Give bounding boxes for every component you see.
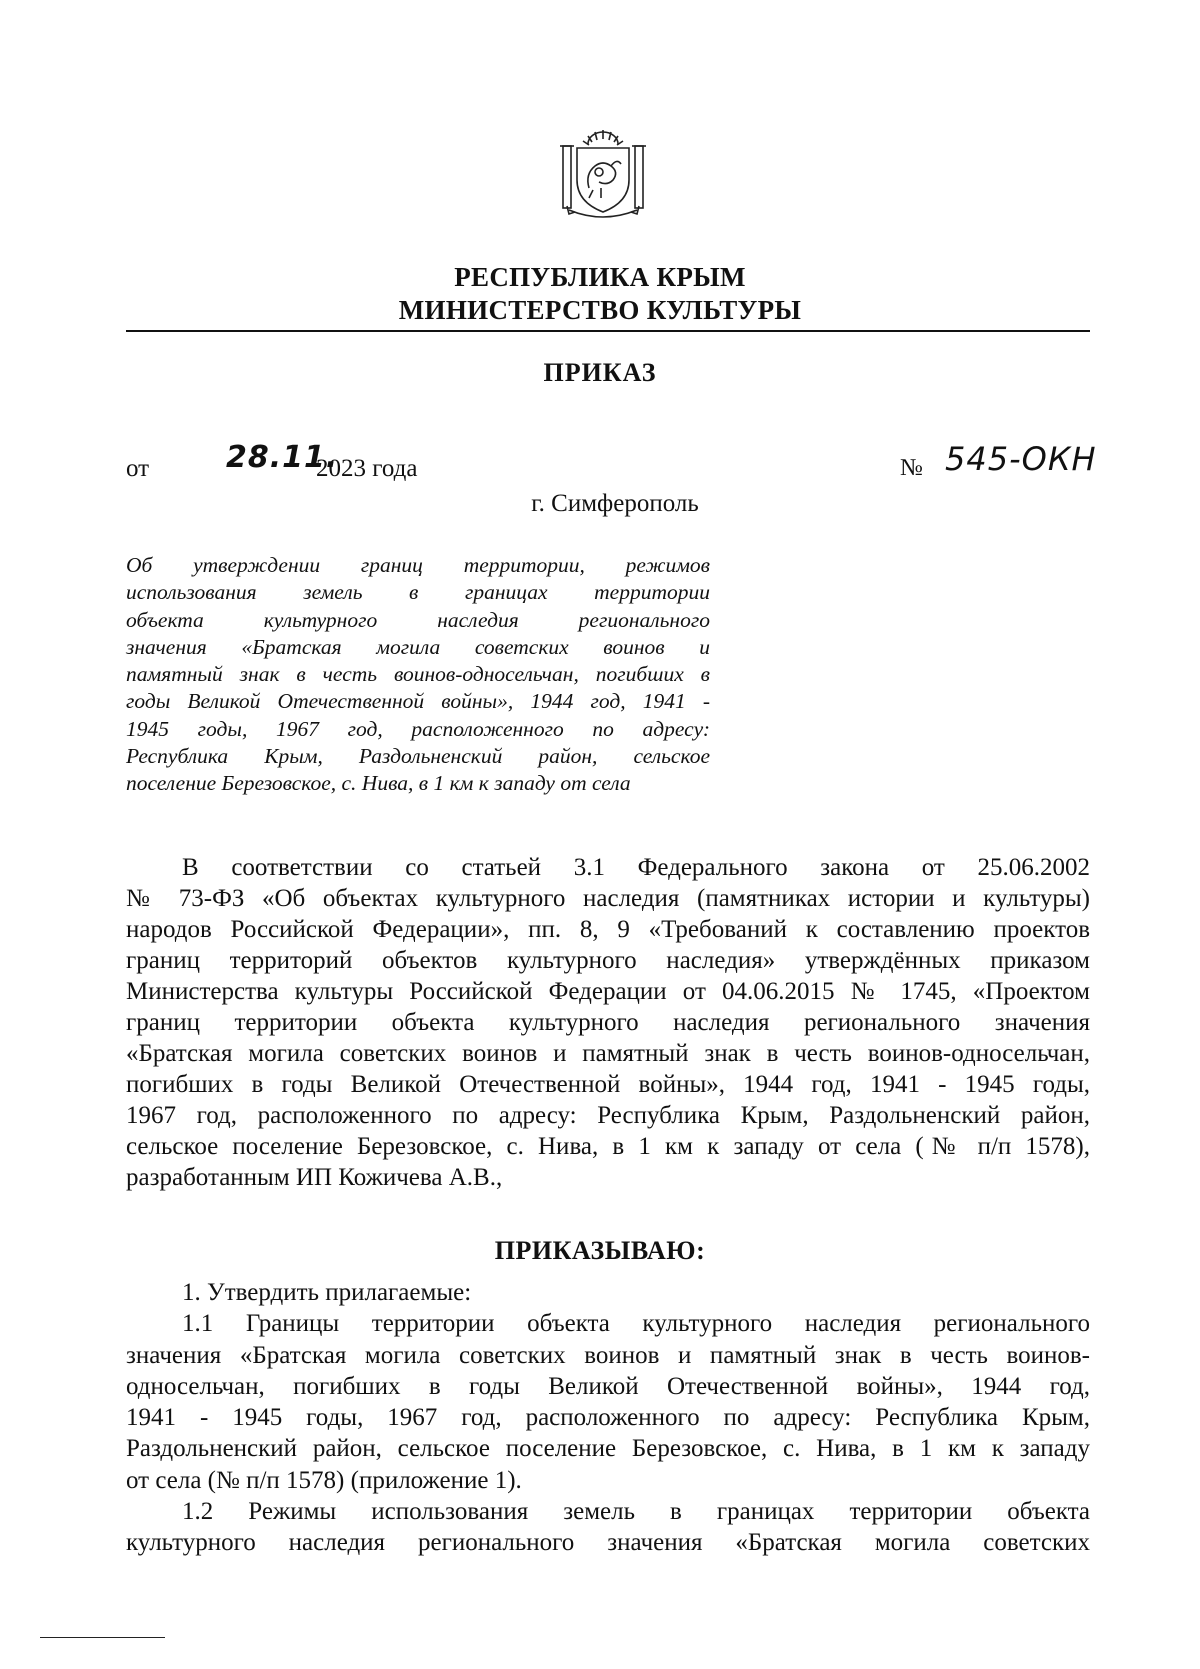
preamble-paragraph	[126, 852, 1090, 1193]
preamble-line: разработанным ИП Кожичева А.В.,	[126, 1164, 503, 1191]
number-prefix: №	[900, 455, 923, 481]
org-name-line1: РЕСПУБЛИКА КРЫМ	[454, 262, 746, 292]
handwritten-order-number: 545-ОКН	[945, 440, 1097, 478]
subject-line: Республика Крым, Раздольненский район, сельское	[126, 744, 710, 769]
subject-line: 1945 годы, 1967 год, расположенного по адресу:	[126, 716, 710, 741]
item-line: 1941 - 1945 годы, 1967 год, расположенного по адресу: Республика Крым,	[126, 1404, 1090, 1432]
item-line: 1.2 Режимы использования земель в границах территории объекта	[182, 1498, 1090, 1526]
preamble-line: границ территории объекта культурного наследия регионального значения	[126, 1009, 1090, 1036]
order-items	[126, 1277, 1090, 1559]
org-name-line2: МИНИСТЕРСТВО КУЛЬТУРЫ	[398, 295, 802, 325]
document-type-title: ПРИКАЗ	[543, 358, 657, 387]
item-line: культурного наследия регионального значения «Братская могила советских	[126, 1529, 1090, 1557]
order-subject	[126, 552, 710, 798]
item-line: 1. Утвердить прилагаемые:	[182, 1279, 472, 1306]
coat-of-arms-emblem	[555, 126, 651, 226]
header-rule	[126, 330, 1090, 332]
subject-line: памятный знак в честь воинов-односельчан, погибших в	[126, 662, 710, 687]
subject-line: годы Великой Отечественной войны», 1944 год, 1941 -	[126, 689, 710, 714]
preamble-line: 1967 год, расположенного по адресу: Республика Крым, Раздольненский район,	[126, 1102, 1090, 1129]
preamble-line: В соответствии со статьей 3.1 Федерального закона от 25.06.2002	[182, 854, 1090, 881]
city-line: г. Симферополь	[531, 490, 699, 517]
preamble-line: погибших в годы Великой Отечественной войны», 1944 год, 1941 - 1945 годы,	[126, 1071, 1090, 1098]
item-line: значения «Братская могила советских воинов и памятный знак в честь воинов-	[126, 1341, 1090, 1369]
preamble-line: «Братская могила советских воинов и памятный знак в честь воинов-односельчан,	[126, 1040, 1090, 1067]
item-line: 1.1 Границы территории объекта культурного наследия регионального	[182, 1310, 1090, 1338]
item-line: односельчан, погибших в годы Великой Отечественной войны», 1944 год,	[126, 1372, 1090, 1400]
preamble-line: № 73-ФЗ «Об объектах культурного наследия (памятниках истории и культуры)	[126, 885, 1090, 912]
date-year: 2023 года	[316, 455, 418, 482]
subject-line: Об утверждении границ территории, режимов	[126, 553, 710, 577]
order-heading: ПРИКАЗЫВАЮ:	[494, 1236, 706, 1265]
item-line: от села (№ п/п 1578) (приложение 1).	[126, 1466, 522, 1494]
preamble-line: границ территорий объектов культурного наследия» утверждённых приказом	[126, 947, 1090, 974]
preamble-line: народов Российской Федерации», пп. 8, 9 «Требований к составлению проектов	[126, 916, 1090, 943]
subject-line: использования земель в границах территории	[126, 580, 710, 605]
footnote-rule	[40, 1637, 165, 1638]
preamble-line: сельское поселение Березовское, с. Нива, в 1 км к западу от села (№ п/п 1578),	[126, 1133, 1090, 1160]
date-prefix: от	[126, 455, 150, 482]
subject-line: объекта культурного наследия регионального	[126, 607, 710, 632]
subject-line: поселение Березовское, с. Нива, в 1 км к западу от села	[126, 771, 631, 796]
handwritten-date: 28.11.	[226, 440, 339, 475]
preamble-line: Министерства культуры Российской Федерации от 04.06.2015 № 1745, «Проектом	[126, 978, 1090, 1005]
item-line: Раздольненский район, сельское поселение Березовское, с. Нива, в 1 км к западу	[126, 1435, 1090, 1463]
subject-line: значения «Братская могила советских воинов и	[126, 634, 710, 659]
